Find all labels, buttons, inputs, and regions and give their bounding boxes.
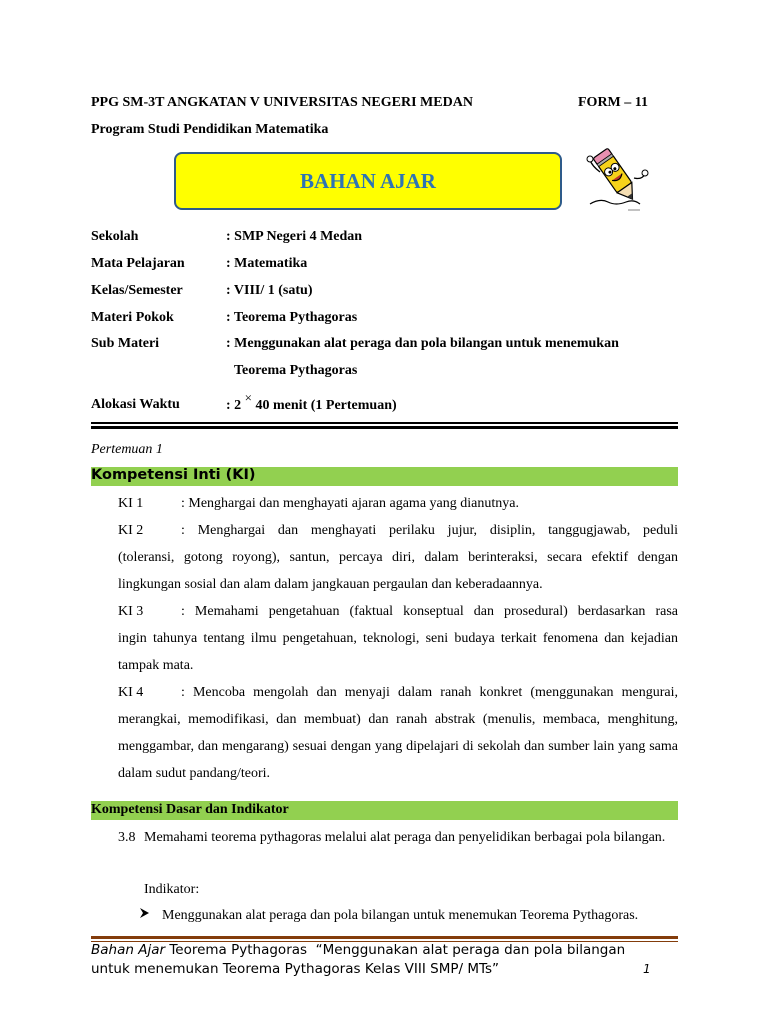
ki-4-label: KI 4	[118, 685, 144, 700]
alokasi-label: Alokasi Waktu	[91, 397, 180, 412]
title-box	[174, 152, 562, 210]
footer-line-1	[91, 942, 625, 958]
sub-materi-label: Sub Materi	[91, 336, 160, 351]
page-number: 1	[643, 962, 651, 976]
footer-rule-top	[91, 936, 678, 939]
ki-4-text-line1: : Mencoba mengolah dan menyaji dalam ranah konkret (menggunakan mengurai,	[181, 685, 678, 700]
arrow-bullet-icon	[139, 907, 151, 924]
header-institution: PPG SM-3T ANGKATAN V UNIVERSITAS NEGERI MEDAN	[91, 95, 473, 110]
alokasi-suffix: 40 menit (1 Pertemuan)	[255, 398, 397, 413]
kd-text: Memahami teorema pythagoras melalui alat peraga dan penyelidikan berbagai pola bilangan.	[144, 830, 666, 845]
header-form-number: FORM – 11	[578, 95, 648, 110]
footer-line-2: untuk menemukan Teorema Pythagoras Kelas VIII SMP/ MTs”	[91, 961, 500, 977]
kd-number: 3.8	[118, 830, 136, 845]
ki-2-text-line1: : Menghargai dan menghayati perilaku jujur, disiplin, tanggugjawab, peduli	[181, 523, 678, 538]
ki-3-text-line1: : Memahami pengetahuan (faktual konseptual dan prosedural) berdasarkan rasa	[181, 604, 678, 619]
kd-section-bar	[91, 801, 678, 820]
footer-line1-rest: Teorema Pythagoras “Menggunakan alat peraga dan pola bilangan	[165, 942, 626, 958]
kelas-value: : VIII/ 1 (satu)	[226, 283, 313, 298]
indikator-label: Indikator:	[144, 882, 200, 897]
indikator-item: Menggunakan alat peraga dan pola bilangan untuk menemukan Teorema Pythagoras.	[162, 908, 639, 923]
ki-1-label: KI 1	[118, 496, 144, 511]
alokasi-value	[226, 390, 397, 414]
ki-3-label: KI 3	[118, 604, 144, 619]
pertemuan-label: Pertemuan 1	[91, 442, 163, 457]
sekolah-label: Sekolah	[91, 229, 139, 244]
alokasi-prefix: : 2	[226, 398, 242, 413]
divider-top	[91, 422, 678, 424]
times-sign: ×	[244, 390, 253, 405]
page-title: BAHAN AJAR	[300, 168, 436, 193]
ki-2-text-rest: (toleransi, gotong royong), santun, percaya diri, dalam berinteraksi, secara efektif dengan lingkungan sosial dan alam dalam jangkauan pergaulan dan keberadaannya.	[118, 550, 678, 592]
ki-2-label: KI 2	[118, 523, 144, 538]
sekolah-value: : SMP Negeri 4 Medan	[226, 229, 363, 244]
mapel-value: : Matematika	[226, 256, 308, 271]
kd-section-title: Kompetensi Dasar dan Indikator	[91, 802, 289, 817]
divider-bottom	[91, 426, 678, 429]
kelas-label: Kelas/Semester	[91, 283, 183, 298]
ki-4-text-rest: merangkai, memodifikasi, dan membuat) dan ranah abstrak (menulis, membaca, menghitung, menggambar, dan mengarang) sesuai dengan yang dipelajari di sekolah dan sumber lain yang sama dalam sudut pandang/teori.	[118, 712, 678, 781]
materi-value: : Teorema Pythagoras	[226, 310, 358, 325]
sub-materi-value: : Menggunakan alat peraga dan pola bilangan untuk menemukan	[226, 336, 619, 351]
ki-1-text: : Menghargai dan menghayati ajaran agama yang dianutnya.	[181, 496, 519, 511]
pencil-mascot-icon	[582, 142, 652, 217]
materi-label: Materi Pokok	[91, 310, 174, 325]
mapel-label: Mata Pelajaran	[91, 256, 185, 271]
ki-section-title: Kompetensi Inti (KI)	[91, 467, 256, 483]
ki-3-text-rest: ingin tahunya tentang ilmu pengetahuan, teknologi, seni budaya terkait fenomena dan kejadian tampak mata.	[118, 631, 678, 673]
sub-materi-value-cont: Teorema Pythagoras	[234, 363, 358, 378]
ki-section-bar	[91, 467, 678, 486]
footer-italic: Bahan Ajar	[91, 942, 166, 958]
header-program: Program Studi Pendidikan Matematika	[91, 122, 329, 137]
